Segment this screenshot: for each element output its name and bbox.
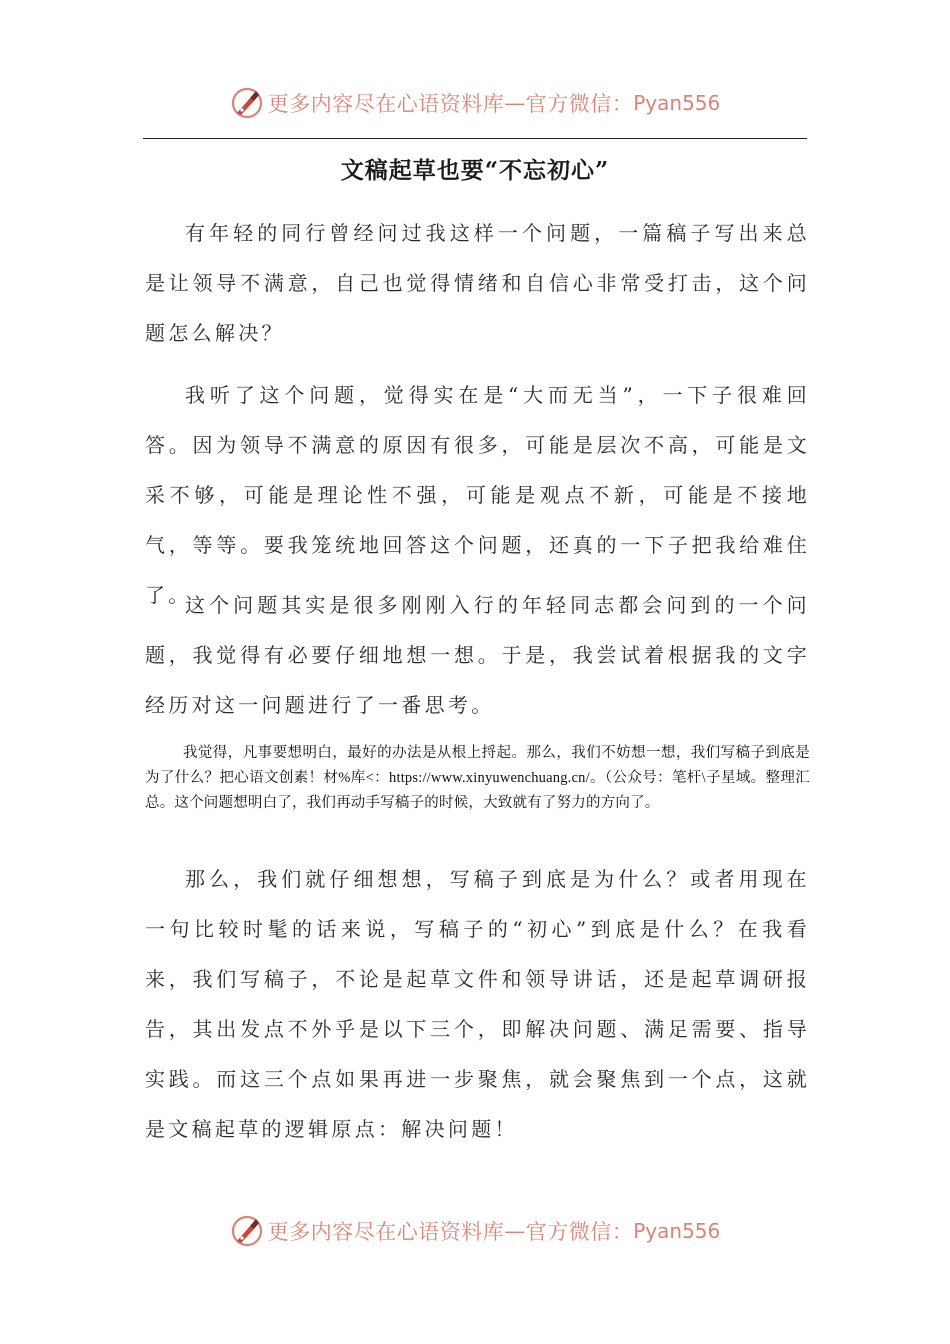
paragraph-1: 有年轻的同行曾经问过我这样一个问题，一篇稿子写出来总是让领导不满意，自己也觉得情绪和自信心非常受打击，这个问题怎么解决？ (145, 221, 810, 345)
header-wechat-id: Pyan556 (633, 91, 721, 115)
paragraph-5: 那么，我们就仔细想想，写稿子到底是为什么？或者用现在一句比较时髦的话来说，写稿子的“初心”到底是什么？在我看来，我们写稿子，不论是起草文件和领导讲话，还是起草调研报告，其出发点不外乎是以下三个，即解决问题、满足需要、指导实践。而这三个点如果再进一步聚焦，就会聚焦到一个点，这就是文稿起草的逻辑原点：解决问题！ (145, 867, 810, 1141)
header-brand-text: 更多内容尽在心语资料库 (267, 92, 505, 116)
document-title: 文稿起草也要“不忘初心” (340, 157, 610, 184)
paragraph-3: 这个问题其实是很多刚刚入行的年轻同志都会问到的一个问题，我觉得有必要仔细地想一想。于是，我尝试着根据我的文字经历对这一问题进行了一番思考。 (145, 593, 810, 717)
header-banner (0, 80, 950, 126)
fountain-pen-logo-icon (230, 1214, 264, 1248)
header-wechat-label: 官方微信： (525, 92, 634, 116)
paragraph-4: 我觉得，凡事要想明白，最好的办法是从根上捋起。那么，我们不妨想一想，我们写稿子到底是为了什么？把心语文创素！材%库<：https://www.xinyuwenchuang.cn/。（公众号：笔杆\子星域。整理汇总。这个问题想明白了，我们再动手写稿子的时候，大致就有了努力的方向了。 (145, 745, 810, 811)
fountain-pen-logo-icon (230, 86, 264, 120)
footer-wechat-label: 官方微信： (525, 1220, 634, 1244)
header-separator: — (504, 91, 526, 115)
header-divider (143, 138, 807, 139)
footer-banner (0, 1208, 950, 1254)
footer-wechat-id: Pyan556 (633, 1219, 721, 1243)
footer-separator: — (504, 1219, 526, 1243)
paragraph-2: 我听了这个问题，觉得实在是“大而无当”，一下子很难回答。因为领导不满意的原因有很多，可能是层次不高，可能是文采不够，可能是理论性不强，可能是观点不新，可能是不接地气，等等。要我笼统地回答这个问题，还真的一下子把我给难住了。 (145, 383, 810, 607)
footer-brand-text: 更多内容尽在心语资料库 (267, 1220, 505, 1244)
